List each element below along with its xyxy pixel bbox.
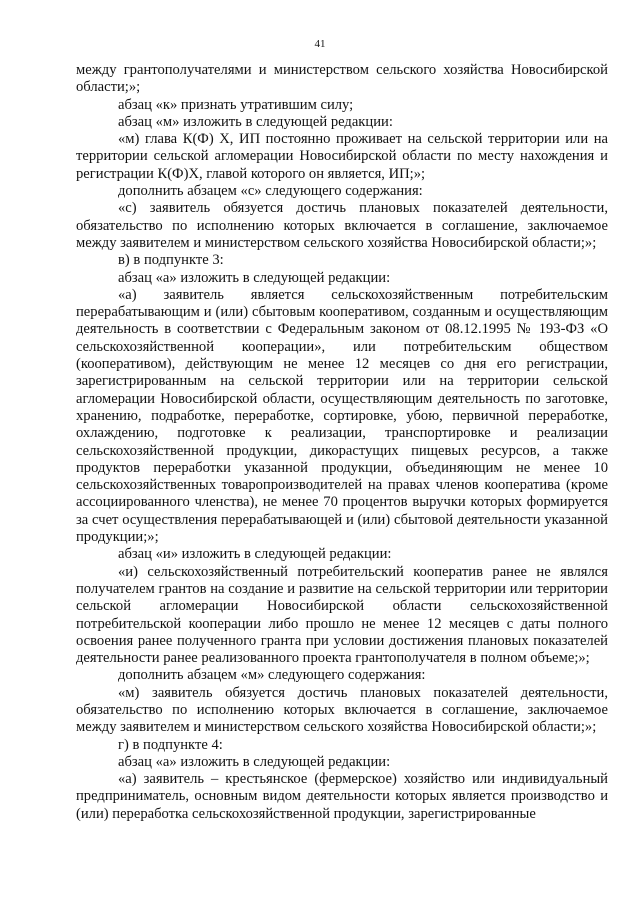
- paragraph: абзац «к» признать утратившим силу;: [118, 96, 354, 113]
- document-body: [76, 62, 608, 823]
- paragraph: «м) глава К(Ф) Х, ИП постоянно проживает на сельской территории или на территории сельской агломерации Новосибирской области по месту нахождения и регистрации К(Ф)Х, главой которого он является, ИП;»;: [76, 131, 608, 182]
- page-number: 41: [314, 38, 326, 50]
- paragraph: «с) заявитель обязуется достичь плановых показателей деятельности, обязательство по исполнению которых включается в соглашение, заключаемое между заявителем и министерством сельского хозяйства Новосибирской области;»;: [76, 200, 608, 251]
- paragraph: в) в подпункте 3:: [118, 252, 224, 269]
- paragraph: «а) заявитель – крестьянское (фермерское) хозяйство или индивидуальный предприниматель, основным видом деятельности которых является производство и (или) переработка сельскохозяйственной продукции, зарегистрированные: [76, 771, 608, 822]
- paragraph: дополнить абзацем «с» следующего содержания:: [118, 183, 423, 200]
- paragraph: между грантополучателями и министерством сельского хозяйства Новосибирской области;»;: [76, 62, 608, 96]
- paragraph: абзац «а» изложить в следующей редакции:: [118, 753, 391, 770]
- paragraph: абзац «м» изложить в следующей редакции:: [118, 113, 393, 130]
- paragraph: абзац «а» изложить в следующей редакции:: [118, 269, 391, 286]
- paragraph: г) в подпункте 4:: [118, 736, 223, 753]
- paragraph: «и) сельскохозяйственный потребительский кооператив ранее не являлся получателем грантов на создание и развитие на сельской территории или территории сельской агломерации Новосибирской области сельскохозяйственной потребительской кооперации либо прошло не менее 12 месяцев с даты полного освоения ранее полученного гранта при условии достижения плановых показателей деятельности ранее реализованного проекта грантополучателя в полном объеме;»;: [76, 563, 608, 667]
- paragraph: дополнить абзацем «м» следующего содержания:: [118, 667, 426, 684]
- paragraph: «а) заявитель является сельскохозяйственным потребительским перерабатывающим и (или) сбытовым кооперативом, созданным и осуществляющим деятельность в соответствии с Федеральным законом от 08.12.1995 № 193-ФЗ «О сельскохозяйственной кооперации», или потребительским обществом (кооперативом), действующим не менее 12 месяцев со дня его регистрации, зарегистрированным на сельской территории или на территории сельской агломерации Новосибирской области, осуществляющим деятельность по заготовке, хранению, подработке, переработке, сортировке, убою, первичной переработке, охлаждению, подготовке к реализации, транспортировке и реализации сельскохозяйственной продукции, дикорастущих пищевых ресурсов, а также продуктов переработки указанной продукции, объединяющим не менее 10 сельскохозяйственных товаропроизводителей на правах членов кооператива (кроме ассоциированного членства), не менее 70 процентов выручки которых формируется за счет осуществления перерабатывающей и (или) сбытовой деятельности указанной продукции;»;: [76, 286, 608, 546]
- paragraph: абзац «и» изложить в следующей редакции:: [118, 546, 392, 563]
- paragraph: «м) заявитель обязуется достичь плановых показателей деятельности, обязательство по исполнению которых включается в соглашение, заключаемое между заявителем и министерством сельского хозяйства Новосибирской области;»;: [76, 684, 608, 736]
